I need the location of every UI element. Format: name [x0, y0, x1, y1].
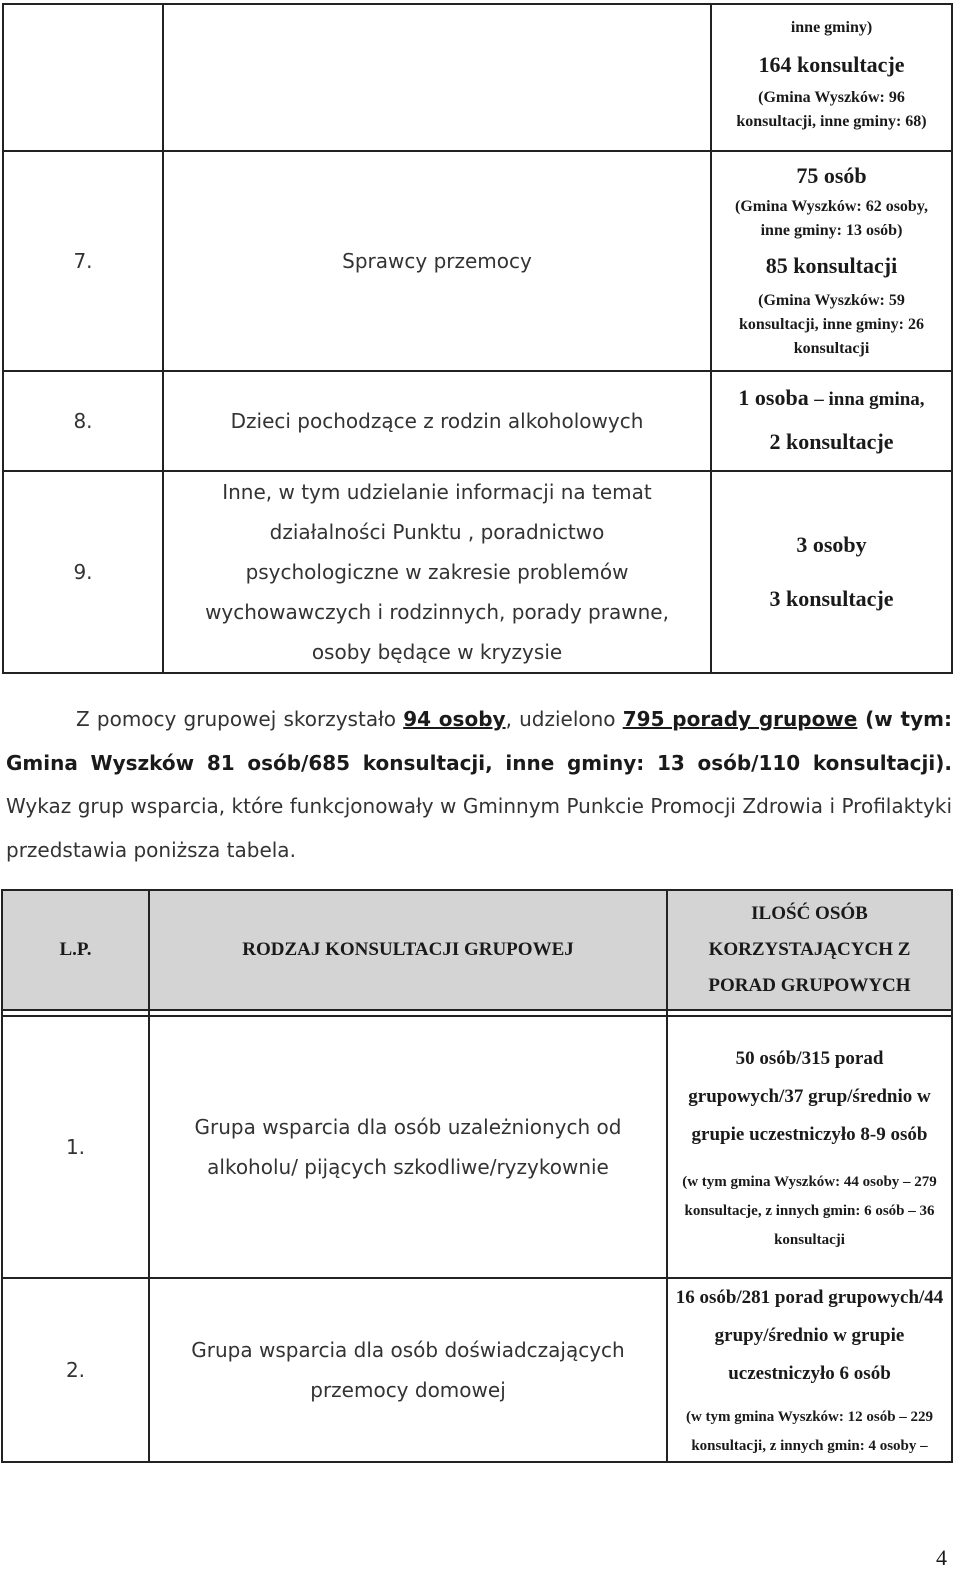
page-number: 4: [936, 1545, 947, 1570]
row-number: [3, 4, 163, 151]
count-line: 3 konsultacje: [769, 586, 894, 611]
group-consultations-table: [1, 889, 953, 1463]
para-highlight: 94 osoby: [403, 707, 506, 731]
row-description: Sprawcy przemocy: [163, 151, 711, 371]
row-description: Grupa wsparcia dla osób doświadczających przemocy domowej: [149, 1278, 667, 1462]
table-row: [3, 151, 952, 371]
count-detail: (w tym gmina Wyszków: 44 osoby – 279 konsultacje, z innych gmin: 6 osób – 36 konsultacji: [682, 1173, 937, 1248]
row-count: [711, 4, 952, 151]
row-description: Dzieci pochodzące z rodzin alkoholowych: [163, 371, 711, 471]
header-type: RODZAJ KONSULTACJI GRUPOWEJ: [149, 890, 667, 1010]
row-description: [163, 4, 711, 151]
row-number: 1.: [2, 1016, 149, 1278]
para-text: Wykaz grup wsparcia, które funkcjonowały w Gminnym Punkcie Promocji Zdrowia i Profilaktyki przedstawia poniższa tabela.: [6, 794, 952, 862]
count-line: 75 osób: [796, 163, 867, 188]
row-number: 2.: [2, 1278, 149, 1462]
count-detail: (Gmina Wyszków: 62 osoby, inne gminy: 13 osób): [735, 198, 928, 239]
count-note: – inna gmina,: [814, 389, 925, 410]
count-persons: 1 osoba: [738, 385, 809, 410]
table-row: [3, 4, 952, 151]
header-lp: L.P.: [2, 890, 149, 1010]
para-text: , udzielono: [505, 707, 623, 731]
count-main: 16 osób/281 porad grupowych/44 grupy/średnio w grupie uczestniczyło 6 osób: [675, 1287, 944, 1384]
table-row: [3, 371, 952, 471]
count-detail: (Gmina Wyszków: 59 konsultacji, inne gminy: 26 konsultacji: [739, 292, 924, 357]
para-highlight: 795 porady grupowe: [622, 707, 858, 731]
count-main: 50 osób/315 porad grupowych/37 grup/średnio w grupie uczestniczyło 8-9 osób: [688, 1047, 931, 1145]
row-number: 7.: [3, 151, 163, 371]
consultations-table: [2, 3, 953, 674]
row-description: Grupa wsparcia dla osób uzależnionych od alkoholu/ pijących szkodliwe/ryzykownie: [149, 1016, 667, 1278]
table-row: [2, 1016, 952, 1278]
count-line: inne gminy): [790, 18, 873, 36]
count-detail: (w tym gmina Wyszków: 12 osób – 229 konsultacji, z innych gmin: 4 osoby –: [685, 1409, 934, 1454]
para-highlight: (w tym: Gmina Wyszków 81 osób/685 konsultacji, inne gminy: 13 osób/110 konsultacji).: [6, 707, 952, 775]
count-line: 3 osoby: [796, 532, 867, 557]
count-line: 164 konsultacje: [758, 51, 905, 77]
table-row: [2, 1278, 952, 1462]
count-line: [712, 378, 951, 420]
row-number: 8.: [3, 371, 163, 471]
row-description: Inne, w tym udzielanie informacji na temat działalności Punktu , poradnictwo psychologiczne w zakresie problemów wychowawczych i rodzinnych, porady prawne, osoby będące w kryzysie: [163, 471, 711, 673]
table-header-row: [2, 890, 952, 1010]
row-count: [667, 1278, 952, 1462]
row-count: [711, 471, 952, 673]
row-count: [667, 1016, 952, 1278]
table-row: [3, 471, 952, 673]
para-text: Z pomocy grupowej skorzystało: [76, 707, 404, 731]
row-count: [711, 371, 952, 471]
count-line: 85 konsultacji: [765, 253, 898, 278]
header-count: ILOŚĆ OSÓB KORZYSTAJĄCYCH Z PORAD GRUPOWYCH: [667, 890, 952, 1010]
group-help-paragraph: [6, 698, 952, 872]
count-line: 2 konsultacje: [769, 429, 894, 454]
row-count: [711, 151, 952, 371]
count-detail: (Gmina Wyszków: 96 konsultacji, inne gminy: 68): [736, 88, 927, 130]
row-number: 9.: [3, 471, 163, 673]
